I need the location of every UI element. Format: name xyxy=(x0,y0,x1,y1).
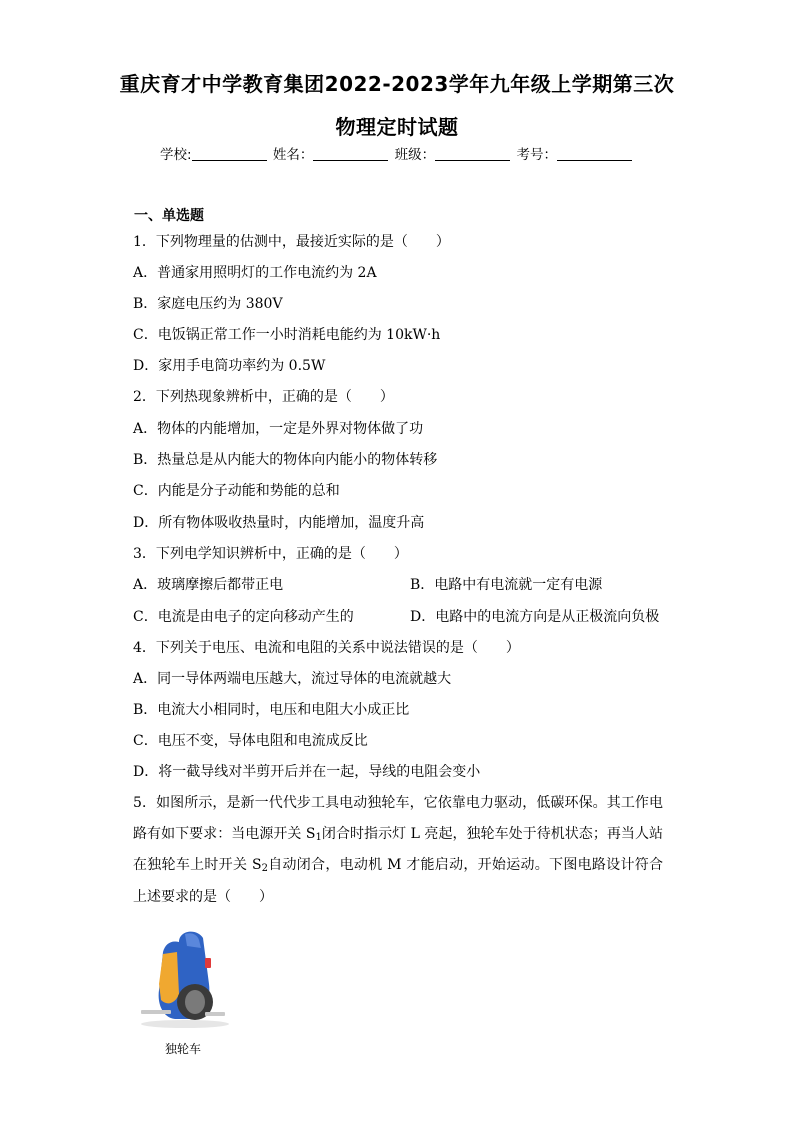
unicycle-hub xyxy=(185,990,205,1014)
question-2-option-a: A．物体的内能增加，一定是外界对物体做了功 xyxy=(133,421,424,437)
school-label: 学校: xyxy=(160,147,192,163)
question-3-option-a: A．玻璃摩擦后都带正电 xyxy=(133,577,284,593)
school-blank[interactable] xyxy=(192,146,267,161)
class-label: 班级： xyxy=(394,147,436,163)
question-4-stem: 4．下列关于电压、电流和电阻的关系中说法错误的是（ ） xyxy=(133,640,520,656)
question-3-stem: 3．下列电学知识辨析中，正确的是（ ） xyxy=(133,546,408,562)
question-2-option-d: D．所有物体吸收热量时，内能增加，温度升高 xyxy=(133,515,425,531)
question-4-option-c: C．电压不变，导体电阻和电流成反比 xyxy=(133,733,368,749)
question-5-subscript-2: 2 xyxy=(261,863,268,875)
name-label: 姓名： xyxy=(272,147,314,163)
question-5-stem xyxy=(133,788,663,913)
question-2-option-b: B．热量总是从内能大的物体向内能小的物体转移 xyxy=(133,452,438,468)
question-4-option-a: A．同一导体两端电压越大，流过导体的电流就越大 xyxy=(133,671,452,687)
unicycle-pedal-right xyxy=(205,1012,225,1016)
question-2-stem: 2．下列热现象辨析中，正确的是（ ） xyxy=(133,389,394,405)
question-5-subscript-1: 1 xyxy=(315,832,322,844)
unicycle-illustration xyxy=(135,924,235,1034)
question-3-option-d: D．电路中的电流方向是从正极流向负极 xyxy=(410,609,660,625)
question-4-option-b: B．电流大小相同时，电压和电阻大小成正比 xyxy=(133,702,410,718)
question-1-option-c: C．电饭锅正常工作一小时消耗电能约为 10kW·h xyxy=(133,327,441,343)
unicycle-side-panel xyxy=(159,952,179,1003)
unicycle-pedal-left xyxy=(141,1010,171,1014)
question-1-option-a: A．普通家用照明灯的工作电流约为 2A xyxy=(133,265,377,281)
unicycle-shadow xyxy=(141,1020,229,1028)
question-3-option-c: C．电流是由电子的定向移动产生的 xyxy=(133,609,354,625)
question-5-text-2: 闭合时指示灯 L 亮起，独轮车处于待机状态；再当人站在独轮车上时开关 S xyxy=(133,826,663,874)
question-4-option-d: D．将一截导线对半剪开后并在一起，导线的电阻会变小 xyxy=(133,764,481,780)
unicycle-light xyxy=(205,958,211,968)
number-blank[interactable] xyxy=(557,146,632,161)
number-label: 考号： xyxy=(516,147,557,163)
question-5-text-3: 自动闭合，电动机 M 才能启动，开始运动。下图电路设计符合上述要求的是（ ） xyxy=(133,857,663,905)
question-1-option-d: D．家用手电筒功率约为 0.5W xyxy=(133,358,326,374)
question-5-text-1: 5．如图所示，是新一代代步工具电动独轮车，它依靠电力驱动，低碳环保。其工作电路有如下要求：当电源开关 S xyxy=(133,795,663,843)
class-blank[interactable] xyxy=(435,146,510,161)
section-heading: 一、单选题 xyxy=(134,208,204,224)
question-3-option-b: B．电路中有电流就一定有电源 xyxy=(410,577,603,593)
figure-caption: 独轮车 xyxy=(165,1042,202,1056)
question-1-option-b: B．家庭电压约为 380V xyxy=(133,296,283,312)
exam-title-line1: 重庆育才中学教育集团2022-2023学年九年级上学期第三次 xyxy=(119,72,675,96)
name-blank[interactable] xyxy=(313,146,388,161)
question-1-stem: 1．下列物理量的估测中，最接近实际的是（ ） xyxy=(133,234,450,250)
exam-title-line2: 物理定时试题 xyxy=(335,115,459,139)
question-2-option-c: C．内能是分子动能和势能的总和 xyxy=(133,483,340,499)
student-info-row xyxy=(0,143,794,163)
